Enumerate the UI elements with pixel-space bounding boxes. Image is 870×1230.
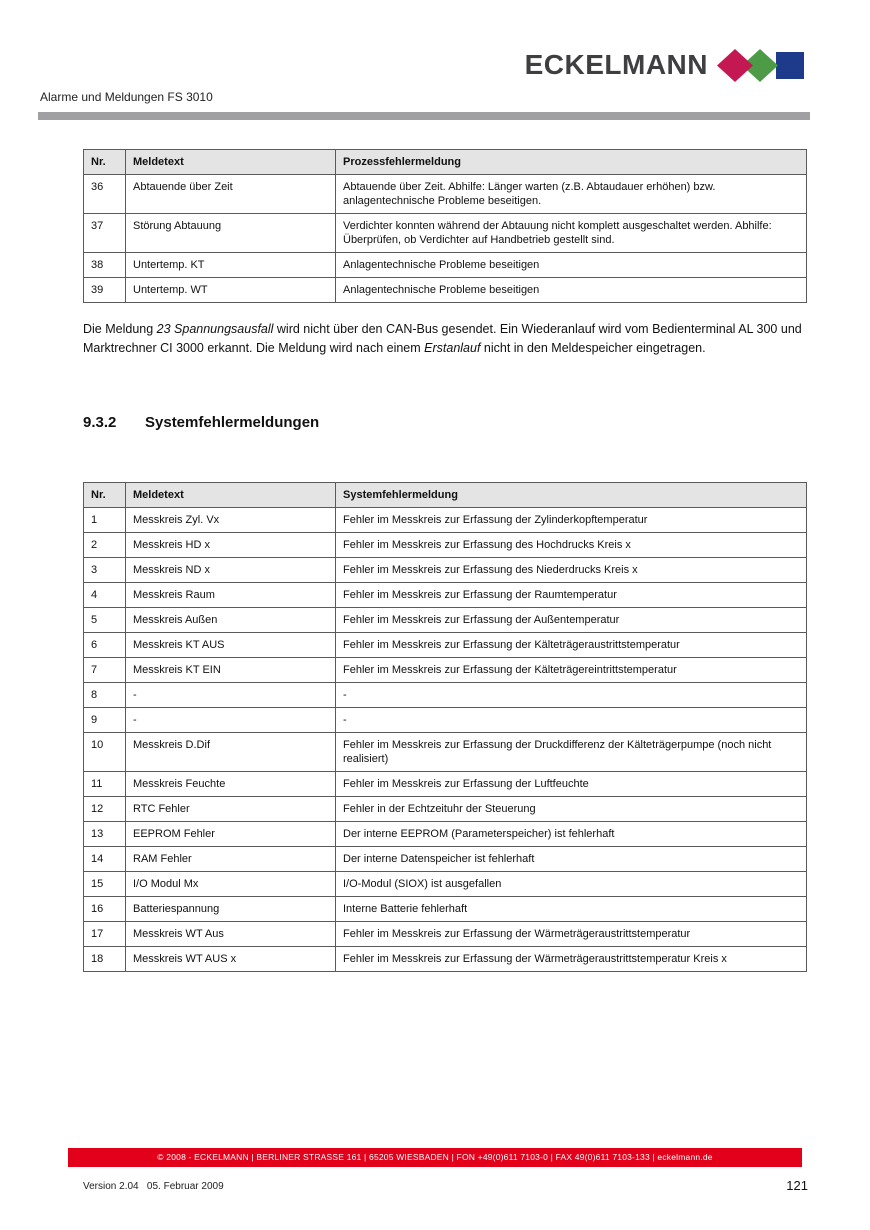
table-cell-meldetext: Messkreis Zyl. Vx: [126, 508, 336, 533]
logo-wordmark: ECKELMANN: [524, 49, 708, 80]
table-cell-nr: 18: [84, 947, 126, 972]
table-cell-meldetext: Störung Abtauung: [126, 214, 336, 253]
table-cell-meldetext: Messkreis WT AUS x: [126, 947, 336, 972]
table-cell-nr: 37: [84, 214, 126, 253]
table-cell-nr: 13: [84, 822, 126, 847]
table-cell-meldetext: Batteriespannung: [126, 897, 336, 922]
system-error-table: [83, 482, 807, 972]
table-cell-nr: 14: [84, 847, 126, 872]
table-cell-nr: 12: [84, 797, 126, 822]
note-text: Die Meldung: [83, 322, 157, 336]
table-row: [84, 772, 807, 797]
table-cell-meldetext: Untertemp. KT: [126, 253, 336, 278]
table-cell-meldetext: Messkreis KT EIN: [126, 658, 336, 683]
table-header-row: [84, 483, 807, 508]
table-cell-meldung: Fehler im Messkreis zur Erfassung der Wärmeträgeraustrittstemperatur: [336, 922, 807, 947]
table-cell-meldetext: -: [126, 708, 336, 733]
table-row: [84, 658, 807, 683]
table-cell-meldung: -: [336, 708, 807, 733]
table-cell-meldung: Fehler im Messkreis zur Erfassung der Wärmeträgeraustrittstemperatur Kreis x: [336, 947, 807, 972]
table-cell-meldetext: I/O Modul Mx: [126, 872, 336, 897]
table-cell-nr: 3: [84, 558, 126, 583]
table-cell-meldung: Fehler im Messkreis zur Erfassung des Hochdrucks Kreis x: [336, 533, 807, 558]
table-cell-meldung: Fehler im Messkreis zur Erfassung der Außentemperatur: [336, 608, 807, 633]
table-row: [84, 253, 807, 278]
table-row: [84, 683, 807, 708]
table-cell-meldung: I/O-Modul (SIOX) ist ausgefallen: [336, 872, 807, 897]
column-header-meldetext: Meldetext: [126, 483, 336, 508]
table-cell-meldetext: Messkreis Außen: [126, 608, 336, 633]
table-cell-nr: 38: [84, 253, 126, 278]
table-row: [84, 214, 807, 253]
table-cell-meldetext: Messkreis ND x: [126, 558, 336, 583]
page-number: 121: [786, 1178, 808, 1193]
table-cell-meldetext: Messkreis Feuchte: [126, 772, 336, 797]
table-cell-nr: 2: [84, 533, 126, 558]
column-header-meldetext: Meldetext: [126, 150, 336, 175]
eckelmann-logo: [525, 48, 808, 82]
table-cell-meldung: Fehler im Messkreis zur Erfassung der Kälteträgeraustrittstemperatur: [336, 633, 807, 658]
note-paragraph: [83, 320, 813, 358]
table-row: [84, 733, 807, 772]
table-cell-nr: 9: [84, 708, 126, 733]
logo-mark-icon: [716, 48, 808, 82]
table-cell-nr: 6: [84, 633, 126, 658]
table-cell-meldung: -: [336, 683, 807, 708]
table-row: [84, 847, 807, 872]
column-header-prozessfehlermeldung: Prozessfehlermeldung: [336, 150, 807, 175]
table-cell-nr: 39: [84, 278, 126, 303]
table-cell-meldung: Fehler im Messkreis zur Erfassung der Luftfeuchte: [336, 772, 807, 797]
table-row: [84, 508, 807, 533]
table-cell-meldetext: Messkreis WT Aus: [126, 922, 336, 947]
table-cell-meldetext: Messkreis KT AUS: [126, 633, 336, 658]
table-cell-meldung: Fehler in der Echtzeituhr der Steuerung: [336, 797, 807, 822]
header-divider: [38, 112, 810, 120]
table-row: [84, 278, 807, 303]
table-cell-meldetext: RTC Fehler: [126, 797, 336, 822]
table-row: [84, 558, 807, 583]
table-cell-meldung: Fehler im Messkreis zur Erfassung der Kälteträgereintrittstemperatur: [336, 658, 807, 683]
table-cell-meldung: Anlagentechnische Probleme beseitigen: [336, 253, 807, 278]
table-cell-meldetext: -: [126, 683, 336, 708]
table-cell-meldung: Abtauende über Zeit. Abhilfe: Länger warten (z.B. Abtaudauer erhöhen) bzw. anlagentechnische Probleme beseitigen.: [336, 175, 807, 214]
table-cell-nr: 5: [84, 608, 126, 633]
table-cell-nr: 15: [84, 872, 126, 897]
table-row: [84, 175, 807, 214]
table-header-row: [84, 150, 807, 175]
table-row: [84, 922, 807, 947]
table-cell-meldung: Fehler im Messkreis zur Erfassung der Zylinderkopftemperatur: [336, 508, 807, 533]
table-cell-nr: 36: [84, 175, 126, 214]
table-row: [84, 608, 807, 633]
table-cell-meldetext: Messkreis HD x: [126, 533, 336, 558]
table-cell-meldetext: EEPROM Fehler: [126, 822, 336, 847]
table-row: [84, 633, 807, 658]
table-row: [84, 872, 807, 897]
column-header-systemfehlermeldung: Systemfehlermeldung: [336, 483, 807, 508]
section-heading: [83, 414, 319, 431]
table-row: [84, 897, 807, 922]
process-error-table: [83, 149, 807, 303]
table-cell-nr: 4: [84, 583, 126, 608]
table-cell-meldetext: Abtauende über Zeit: [126, 175, 336, 214]
table-cell-meldung: Der interne EEPROM (Parameterspeicher) ist fehlerhaft: [336, 822, 807, 847]
table-cell-nr: 1: [84, 508, 126, 533]
column-header-nr: Nr.: [84, 483, 126, 508]
table-cell-meldung: Der interne Datenspeicher ist fehlerhaft: [336, 847, 807, 872]
table-cell-meldetext: Messkreis Raum: [126, 583, 336, 608]
table-cell-nr: 11: [84, 772, 126, 797]
table-row: [84, 797, 807, 822]
table-row: [84, 822, 807, 847]
note-italic-term: Erstanlauf: [424, 341, 481, 355]
table-row: [84, 947, 807, 972]
table-cell-nr: 17: [84, 922, 126, 947]
note-text: nicht in den Meldespeicher eingetragen.: [480, 341, 706, 355]
table-row: [84, 583, 807, 608]
table-cell-nr: 16: [84, 897, 126, 922]
section-number: 9.3.2: [83, 414, 117, 431]
table-cell-nr: 8: [84, 683, 126, 708]
table-cell-meldetext: Messkreis D.Dif: [126, 733, 336, 772]
table-cell-meldetext: Untertemp. WT: [126, 278, 336, 303]
footer-address-bar: © 2008 - ECKELMANN | BERLINER STRASSE 161 | 65205 WIESBADEN | FON +49(0)611 7103-0 | FAX 49(0)611 7103-133 | eckelmann.de: [68, 1148, 802, 1167]
table-cell-meldung: Fehler im Messkreis zur Erfassung der Druckdifferenz der Kälteträgerpumpe (noch nicht realisiert): [336, 733, 807, 772]
table-cell-nr: 7: [84, 658, 126, 683]
table-cell-nr: 10: [84, 733, 126, 772]
column-header-nr: Nr.: [84, 150, 126, 175]
table-cell-meldung: Anlagentechnische Probleme beseitigen: [336, 278, 807, 303]
note-text: wird nicht über den CAN-Bus gesendet. Ein Wiederanlauf wird vom Bedienterminal AL 300 und Marktrechner CI 3000 erkannt. Die Meldung wird nach einem: [83, 322, 802, 355]
table-cell-meldung: Interne Batterie fehlerhaft: [336, 897, 807, 922]
table-cell-meldung: Verdichter konnten während der Abtauung nicht komplett ausgeschaltet werden. Abhilfe: Überprüfen, ob Verdichter auf Handbetrieb gestellt sind.: [336, 214, 807, 253]
table-row: [84, 533, 807, 558]
table-row: [84, 708, 807, 733]
section-title: Systemfehlermeldungen: [145, 414, 320, 431]
version-info: Version 2.04 05. Februar 2009: [83, 1181, 224, 1192]
table-cell-meldung: Fehler im Messkreis zur Erfassung des Niederdrucks Kreis x: [336, 558, 807, 583]
table-cell-meldetext: RAM Fehler: [126, 847, 336, 872]
table-cell-meldung: Fehler im Messkreis zur Erfassung der Raumtemperatur: [336, 583, 807, 608]
document-header-title: Alarme und Meldungen FS 3010: [40, 90, 213, 104]
note-italic-term: 23 Spannungsausfall: [156, 322, 274, 336]
